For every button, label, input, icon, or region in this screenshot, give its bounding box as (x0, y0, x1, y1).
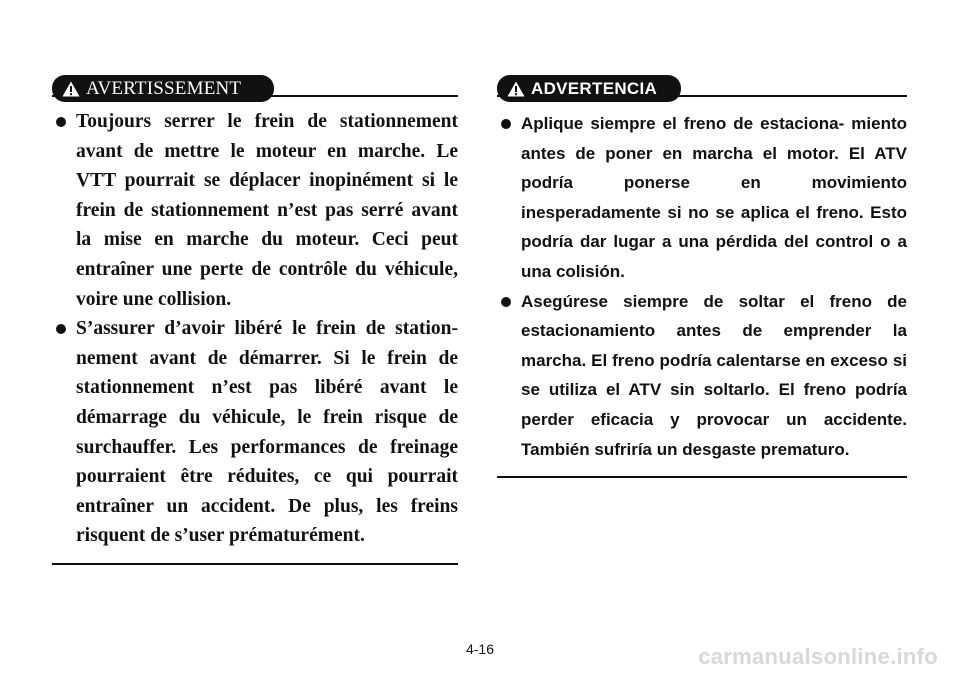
warning-header (497, 75, 907, 103)
list-item (52, 107, 458, 314)
watermark: carmanualsonline.info (698, 644, 938, 669)
list-item-text: Aplique siempre el freno de estaciona- miento antes de poner en marcha el motor. El ATV podría ponerse en movimiento inesperadamente si no se aplica el freno. Esto podría dar lugar a una pérdida del control o a una colisión. (521, 114, 907, 281)
page-number: 4-16 (465, 641, 495, 657)
list-item-text: Asegúrese siempre de soltar el freno de estacionamiento antes de emprender la marcha. El freno podría calentarse en exceso si se utiliza el ATV sin soltarlo. El freno podría perder eficacia y provocar un accidente. También sufriría un desgaste prematuro. (521, 291, 907, 459)
warning-badge (497, 75, 681, 102)
section-end-rule (52, 563, 458, 565)
warning-triangle-icon (62, 81, 80, 97)
list-item (497, 109, 907, 287)
warning-list (52, 107, 458, 551)
section-end-rule (497, 476, 907, 478)
bullet (501, 297, 511, 307)
warning-triangle-icon (507, 81, 525, 97)
spanish-warning-section (497, 75, 907, 478)
list-item (497, 287, 907, 465)
list-item-text: Toujours serrer le frein de stationnement avant de mettre le moteur en marche. Le VTT pourrait se déplacer inopinément si le frein de stationnement n’est pas serré avant la mise en marche du moteur. Ceci peut entraîner une perte de contrôle du véhicule, voire une collision. (76, 111, 458, 310)
warning-list (497, 109, 907, 464)
warning-header (52, 75, 458, 103)
bullet (56, 117, 66, 127)
french-warning-section (52, 75, 458, 565)
list-item (52, 314, 458, 551)
bullet (501, 119, 511, 129)
warning-label: ADVERTENCIA (531, 78, 658, 98)
warning-badge (52, 75, 274, 102)
list-item-text: S’assurer d’avoir libéré le frein de station- nement avant de démarrer. Si le frein de stationnement n’est pas libéré avant le démarrage du véhicule, le frein risque de surchauffer. Les performances de freinage pourraient être réduites, ce qui pourrait entraîner un accident. De plus, les freins risquent de s’user prématurément. (76, 318, 458, 547)
warning-label: AVERTISSEMENT (86, 77, 242, 99)
bullet (56, 324, 66, 334)
